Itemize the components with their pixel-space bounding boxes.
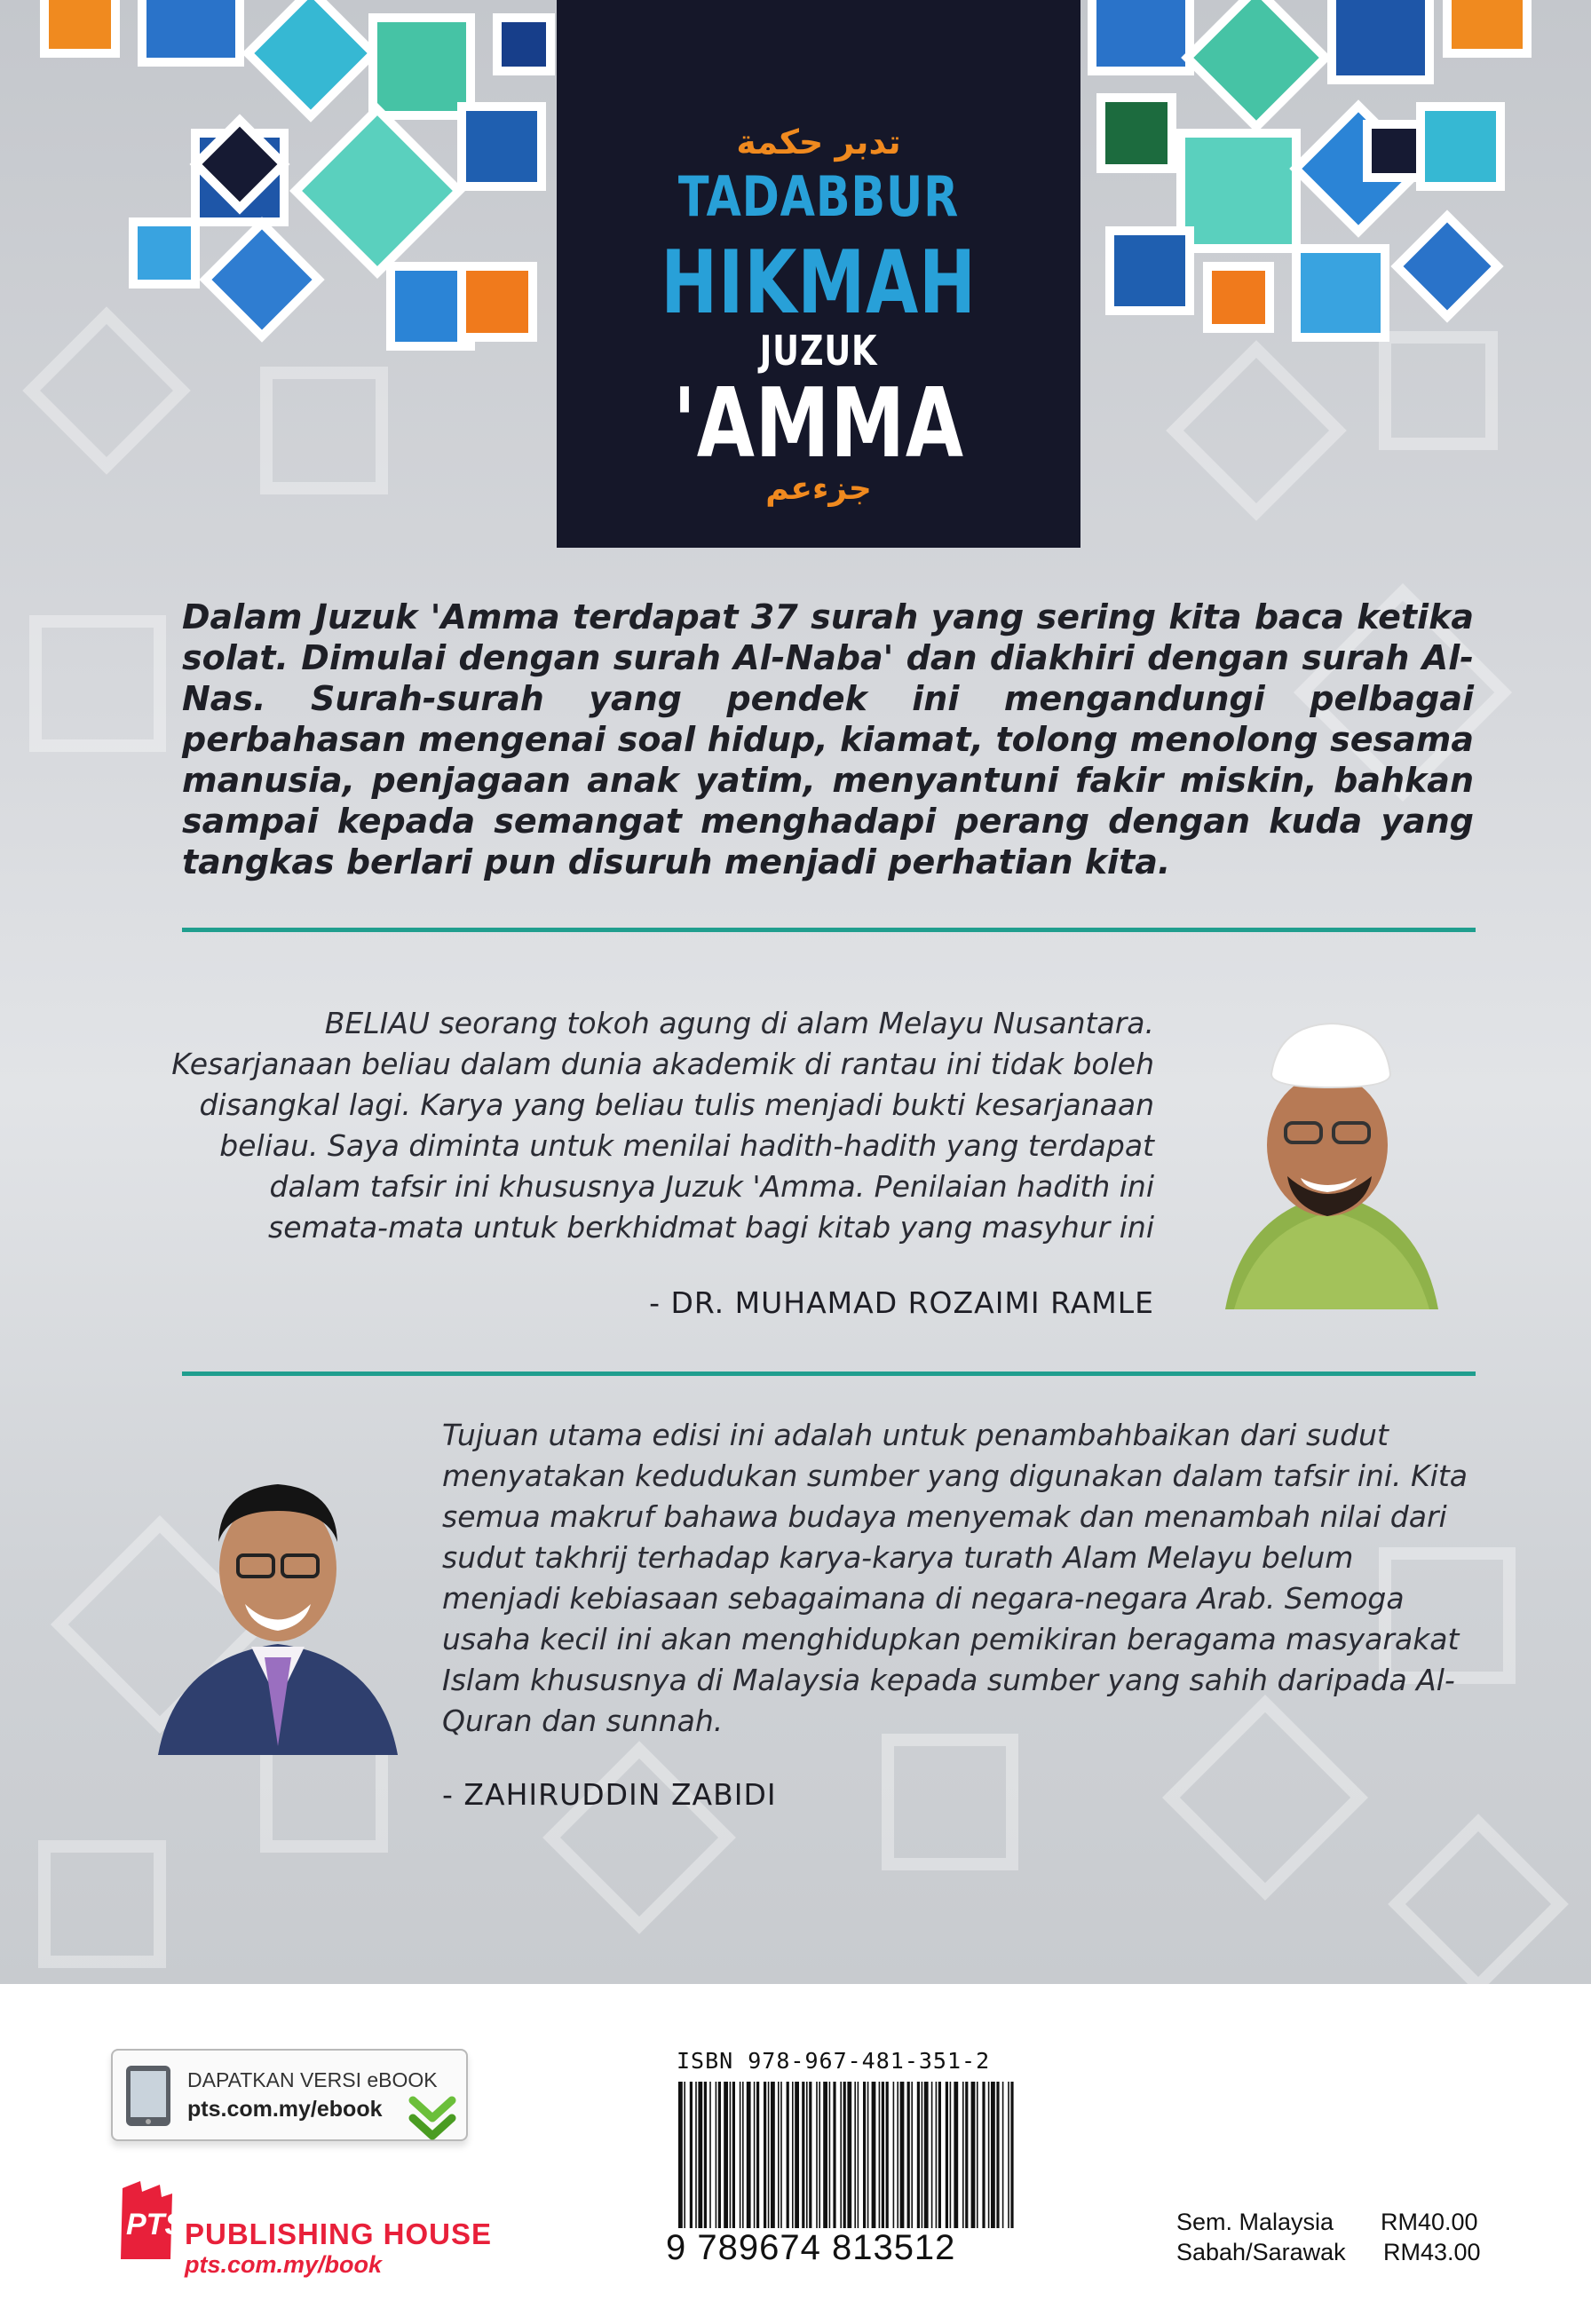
barcode-bar: [792, 2082, 794, 2241]
barcode-bar: [795, 2082, 799, 2241]
barcode-bar: [982, 2082, 985, 2241]
barcode-bar: [704, 2082, 707, 2241]
publisher-url[interactable]: pts.com.my/book: [185, 2251, 383, 2278]
barcode-bar: [756, 2082, 759, 2241]
barcode-bar: [809, 2082, 811, 2241]
barcode-bar: [867, 2082, 869, 2241]
barcode-bar: [931, 2082, 933, 2241]
barcode-bar: [854, 2082, 856, 2241]
barcode-bar: [816, 2082, 818, 2241]
barcode-bar: [907, 2082, 910, 2241]
barcode-bar: [882, 2082, 884, 2241]
barcode-bar: [988, 2082, 990, 2241]
barcode-bar: [771, 2082, 775, 2241]
barcode-bar: [740, 2082, 741, 2241]
author-portrait-photo: [1216, 990, 1447, 1309]
synopsis-paragraph: Dalam Juzuk 'Amma terdapat 37 surah yang sering kita baca ketika solat. Dimulai dengan surah Al-Naba' dan diakhiri dengan surah Al-Nas. Surah-surah yang pendek ini mengandungi pelbagai perbahasan mengenai soal hidup, kiamat, tolong menolong sesama manusia, penjagaan anak yatim, menyantuni fakir miskin, bahkan sampai kepada semangat menghadapi perang dengan kuda yang tangkas berlari pun disuruh menjadi perhatian kita.: [182, 597, 1474, 881]
barcode-bar: [724, 2082, 728, 2241]
barcode-bar: [946, 2082, 948, 2241]
barcode-bar: [900, 2082, 905, 2241]
pts-logo-icon: [115, 2179, 186, 2261]
barcode-bar: [938, 2082, 941, 2241]
barcode-bar: [802, 2082, 804, 2241]
barcode-bar: [917, 2082, 920, 2241]
teal-divider: [182, 928, 1476, 932]
barcode-bar: [1002, 2082, 1004, 2241]
barcode-bar: [991, 2082, 995, 2241]
barcode-bar: [754, 2082, 756, 2241]
arabic-title-bottom: جزءعم: [765, 470, 872, 507]
endorsement-author: - DR. MUHAMAD ROZAIMI RAMLE: [649, 1285, 1154, 1320]
title-line-tadabbur: TADABBUR: [677, 164, 960, 229]
barcode-bar: [806, 2082, 808, 2241]
barcode-bar: [879, 2082, 881, 2241]
barcode-bar: [730, 2082, 732, 2241]
barcode-bar: [858, 2082, 859, 2241]
barcode-bar: [764, 2082, 766, 2241]
barcode-bar: [698, 2082, 702, 2241]
title-line-amma: 'AMMA: [673, 368, 964, 479]
price-region: Sem. Malaysia: [1176, 2209, 1334, 2235]
barcode-bar: [954, 2082, 958, 2241]
barcode-bar: [695, 2082, 697, 2241]
barcode-bar: [833, 2082, 835, 2241]
endorsement-author: - ZAHIRUDDIN ZABIDI: [442, 1777, 777, 1812]
barcode-bar: [924, 2082, 929, 2241]
ebook-label: DAPATKAN VERSI eBOOK: [187, 2068, 438, 2091]
title-line-hikmah: HIKMAH: [661, 233, 977, 334]
barcode-bar: [996, 2082, 999, 2241]
barcode-bar: [847, 2082, 851, 2241]
barcode-digits: 9 789674 813512: [666, 2228, 1030, 2268]
author-portrait-photo: [158, 1435, 398, 1755]
ebook-promo-box[interactable]: [111, 2049, 468, 2141]
publisher-name: PUBLISHING HOUSE: [185, 2217, 493, 2250]
barcode-bar: [897, 2082, 898, 2241]
barcode-bar: [716, 2082, 717, 2241]
teal-divider: [182, 1371, 1476, 1376]
price-value: RM43.00: [1383, 2239, 1481, 2265]
barcode-bar: [977, 2082, 978, 2241]
title-line-juzuk: JUZUK: [759, 327, 878, 375]
title-block: [557, 0, 1080, 548]
isbn-number: ISBN 978-967-481-351-2: [677, 2048, 991, 2074]
barcode-bar: [747, 2082, 751, 2241]
barcode-bar: [936, 2082, 938, 2241]
endorsement-quote: BELIAU seorang tokoh agung di alam Melayu Nusantara. Kesarjanaan beliau dalam dunia akademik di rantau ini tidak boleh disangkal lagi. Karya yang beliau tulis menjadi bukti kesarjanaan beliau. Saya diminta untuk menilai hadith-hadith yang terdapat dalam tafsir ini khususnya Juzuk 'Amma. Penilaian hadith ini semata-mata untuk berkhidmat bagi kitab yang masyhur ini: [171, 1006, 1154, 1245]
barcode-bar: [965, 2082, 968, 2241]
svg-text:PTS: PTS: [126, 2208, 186, 2241]
endorsement-quote: Tujuan utama edisi ini adalah untuk penambahbaikan dari sudut menyatakan kedudukan sumber yang digunakan dalam tafsir ini. Kita semua makruf bahawa budaya menyemak dan menambah nilai dari sudut takhrij terhadap karya-karya turath Alam Melayu belum menjadi kebiasaan sebagaimana di negara-negara Arab. Semoga usaha kecil ini akan menghidupkan pemikiran beragama masyarakat Islam khususnya di Malaysia kepada sumber yang sahih daripada Al-Quran dan sunnah.: [442, 1418, 1468, 1738]
barcode-bar: [962, 2082, 964, 2241]
price-region: Sabah/Sarawak: [1176, 2239, 1346, 2265]
barcode-bar: [893, 2082, 895, 2241]
barcode-bar: [718, 2082, 721, 2241]
barcode-bar: [843, 2082, 846, 2241]
price-value: RM40.00: [1381, 2209, 1478, 2235]
arabic-title-top: تدبر حكمة: [736, 123, 901, 162]
barcode-bar: [787, 2082, 789, 2241]
barcode-bar: [911, 2082, 913, 2241]
barcode-bar: [971, 2082, 976, 2241]
barcode-bar: [709, 2082, 711, 2241]
barcode-bar: [840, 2082, 842, 2241]
barcode-bar: [872, 2082, 876, 2241]
barcode-bar: [768, 2082, 770, 2241]
barcode-bar: [950, 2082, 952, 2241]
barcode-bar: [886, 2082, 889, 2241]
ebook-link[interactable]: pts.com.my/ebook: [187, 2097, 383, 2122]
barcode-bar: [922, 2082, 923, 2241]
barcode-bar: [863, 2082, 866, 2241]
tablet-icon: [123, 2063, 173, 2129]
barcode-bar: [732, 2082, 735, 2241]
barcode-bar: [780, 2082, 782, 2241]
barcode-bar: [778, 2082, 780, 2241]
barcode-bar: [742, 2082, 744, 2241]
double-chevron-down-icon: [406, 2091, 459, 2145]
